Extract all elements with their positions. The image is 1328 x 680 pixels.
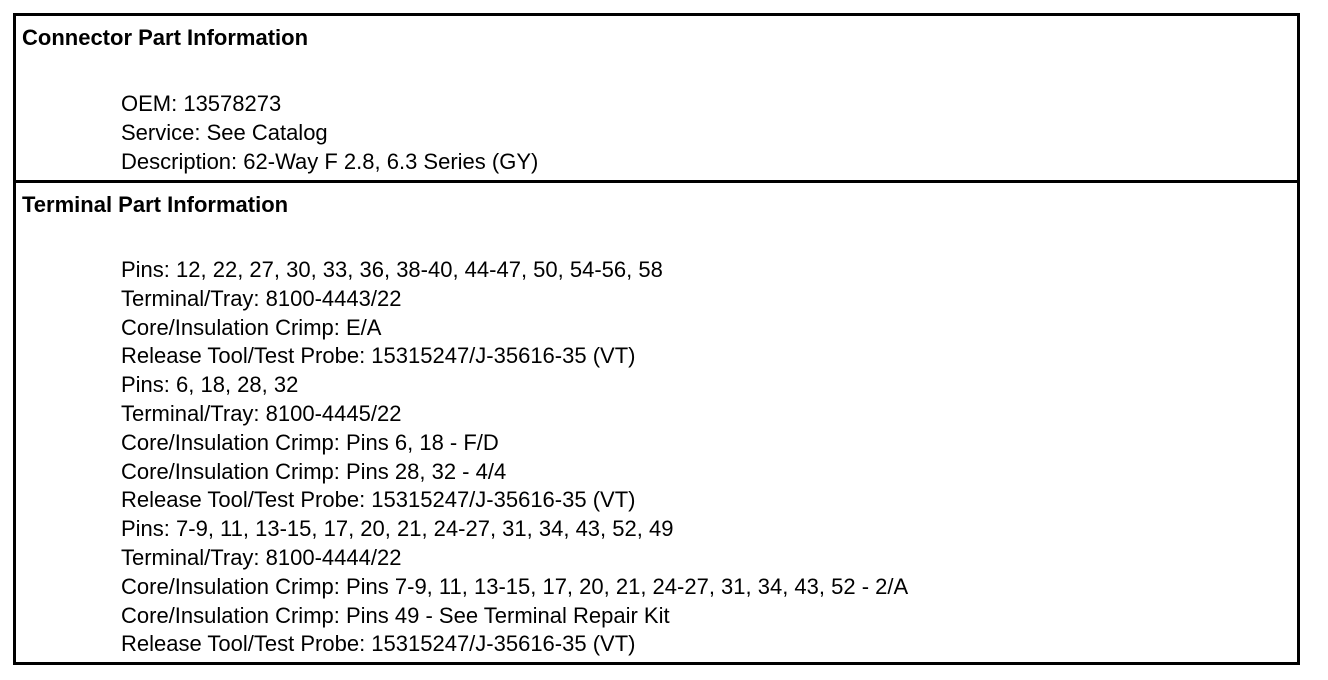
terminal-part-details	[121, 256, 908, 659]
terminal-detail-line: Terminal/Tray: 8100-4443/22	[121, 285, 402, 311]
terminal-detail-line: Release Tool/Test Probe: 15315247/J-35616-35 (VT)	[121, 631, 636, 657]
part-information-table	[13, 13, 1300, 665]
terminal-detail-line: Core/Insulation Crimp: Pins 6, 18 - F/D	[121, 429, 499, 455]
connector-part-details	[121, 90, 538, 176]
terminal-detail-line: Pins: 12, 22, 27, 30, 33, 36, 38-40, 44-47, 50, 54-56, 58	[121, 257, 663, 282]
terminal-part-section	[16, 183, 1297, 662]
terminal-detail-line: Core/Insulation Crimp: Pins 28, 32 - 4/4	[121, 458, 507, 484]
terminal-detail-line: Core/Insulation Crimp: E/A	[121, 314, 382, 340]
terminal-detail-line: Core/Insulation Crimp: Pins 7-9, 11, 13-15, 17, 20, 21, 24-27, 31, 34, 43, 52 - 2/A	[121, 573, 909, 599]
connector-description-line: Description: 62-Way F 2.8, 6.3 Series (GY)	[121, 148, 539, 174]
terminal-detail-line: Release Tool/Test Probe: 15315247/J-35616-35 (VT)	[121, 343, 636, 369]
connector-service-line: Service: See Catalog	[121, 119, 328, 145]
connector-part-section	[16, 16, 1297, 180]
terminal-detail-line: Core/Insulation Crimp: Pins 49 - See Terminal Repair Kit	[121, 602, 670, 628]
terminal-detail-line: Pins: 6, 18, 28, 32	[121, 372, 299, 398]
terminal-detail-line: Pins: 7-9, 11, 13-15, 17, 20, 21, 24-27, 31, 34, 43, 52, 49	[121, 516, 674, 542]
connector-oem-line: OEM: 13578273	[121, 91, 282, 116]
connector-part-heading: Connector Part Information	[22, 25, 309, 50]
terminal-detail-line: Terminal/Tray: 8100-4445/22	[121, 400, 402, 426]
terminal-detail-line: Terminal/Tray: 8100-4444/22	[121, 544, 402, 570]
terminal-detail-line: Release Tool/Test Probe: 15315247/J-35616-35 (VT)	[121, 487, 636, 513]
terminal-part-heading: Terminal Part Information	[22, 192, 289, 217]
